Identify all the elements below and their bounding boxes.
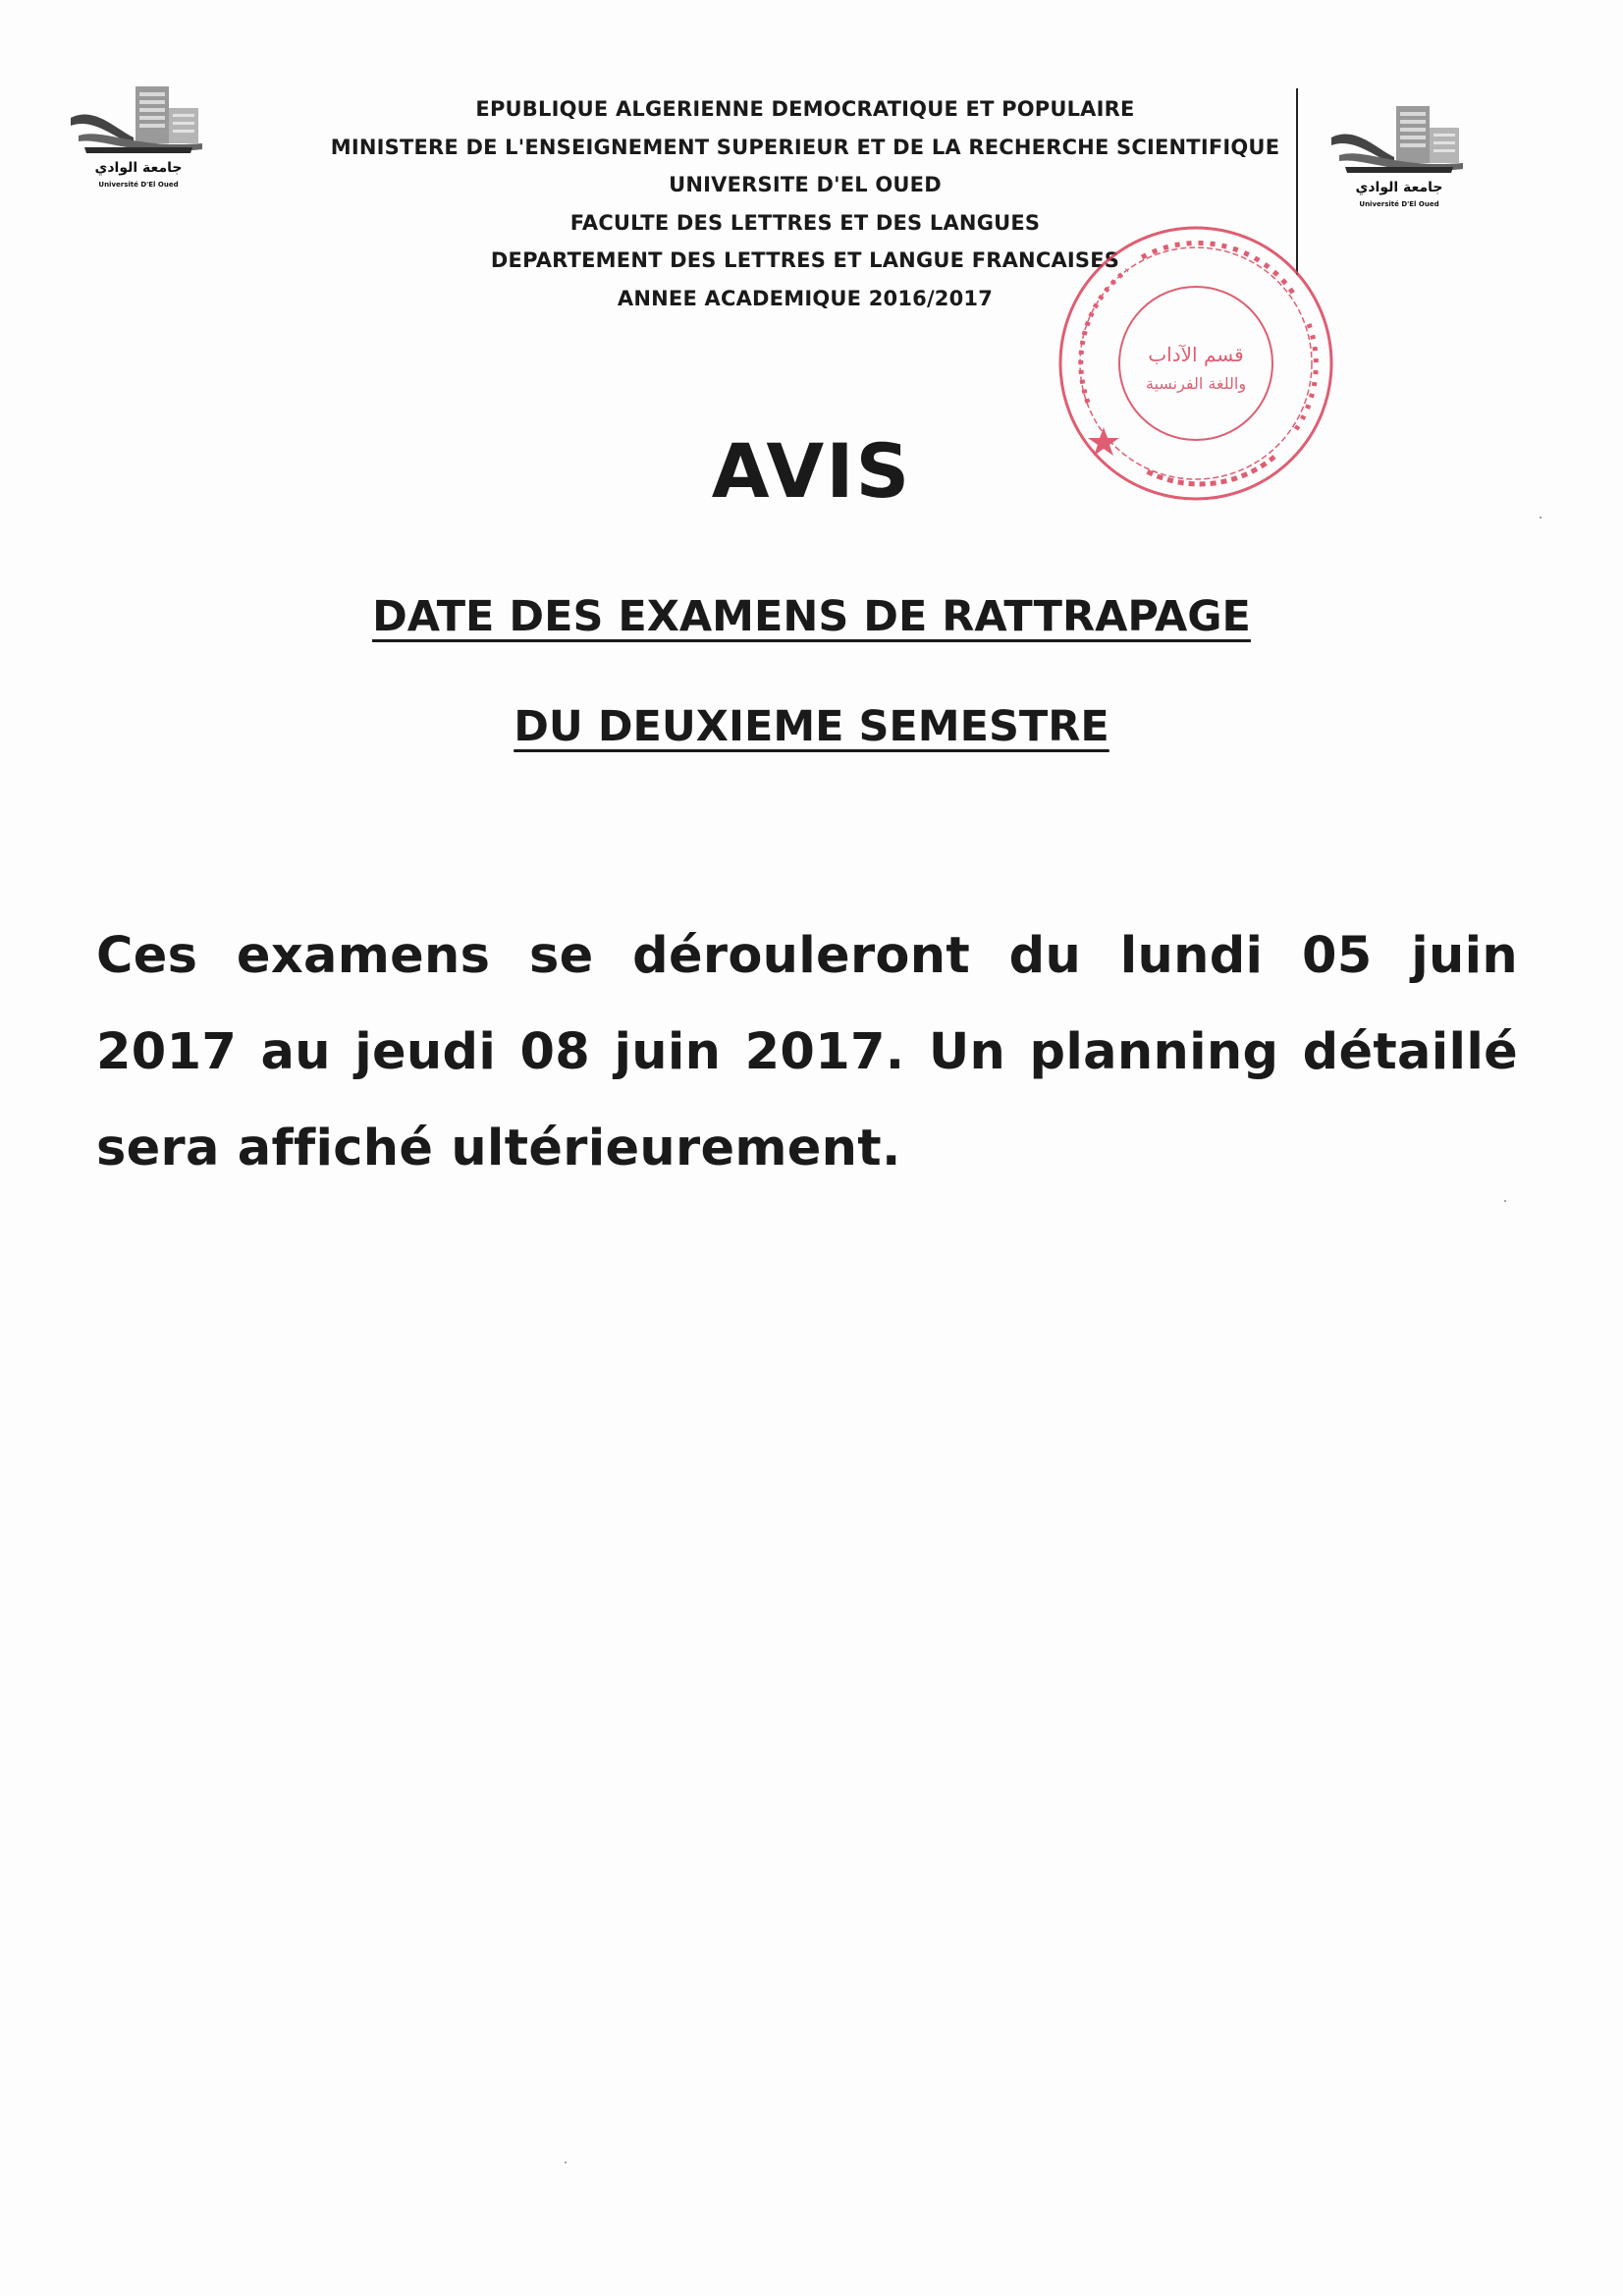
header-line-academic-year: ANNEE ACADEMIQUE 2016/2017 bbox=[617, 286, 994, 310]
header-line-university: UNIVERSITE D'EL OUED bbox=[669, 173, 942, 196]
logo-latin-text: Université D'El Oued bbox=[1359, 200, 1439, 208]
logo-arabic-text: جامعة الوادي bbox=[94, 160, 183, 176]
stamp-inner-text-2: واللغة الفرنسية bbox=[1145, 374, 1247, 393]
notice-subtitle-1-text: DATE DES EXAMENS DE RATTRAPAGE bbox=[372, 592, 1251, 641]
university-logo-right bbox=[1325, 98, 1473, 216]
header-line-republic: EPUBLIQUE ALGERIENNE DEMOCRATIQUE ET POPULAIRE bbox=[475, 97, 1135, 121]
scan-speck bbox=[565, 2161, 567, 2163]
notice-subtitle-1 bbox=[0, 587, 1623, 646]
notice-subtitle-2-text: DU DEUXIEME SEMESTRE bbox=[514, 702, 1109, 751]
header-line-department: DEPARTEMENT DES LETTRES ET LANGUE FRANCAISES bbox=[490, 248, 1120, 272]
notice-body: Ces examens se dérouleront du lundi 05 juin 2017 au jeudi 08 juin 2017. Un planning détaillé sera affiché ultérieurement. bbox=[96, 927, 1518, 1177]
header-line-ministry: MINISTERE DE L'ENSEIGNEMENT SUPERIEUR ET DE LA RECHERCHE SCIENTIFIQUE bbox=[330, 135, 1280, 159]
header-line-faculty: FACULTE DES LETTRES ET DES LANGUES bbox=[569, 210, 1041, 235]
logo-latin-text: Université D'El Oued bbox=[98, 181, 179, 189]
scan-speck bbox=[1540, 517, 1542, 519]
university-logo-left bbox=[65, 79, 212, 196]
notice-subtitle-2 bbox=[0, 697, 1623, 756]
scan-speck bbox=[1504, 1200, 1506, 1202]
stamp-inner-text-1: قسم الآداب bbox=[1148, 343, 1244, 366]
notice-title: AVIS bbox=[711, 427, 912, 515]
logo-arabic-text: جامعة الوادي bbox=[1355, 180, 1443, 195]
